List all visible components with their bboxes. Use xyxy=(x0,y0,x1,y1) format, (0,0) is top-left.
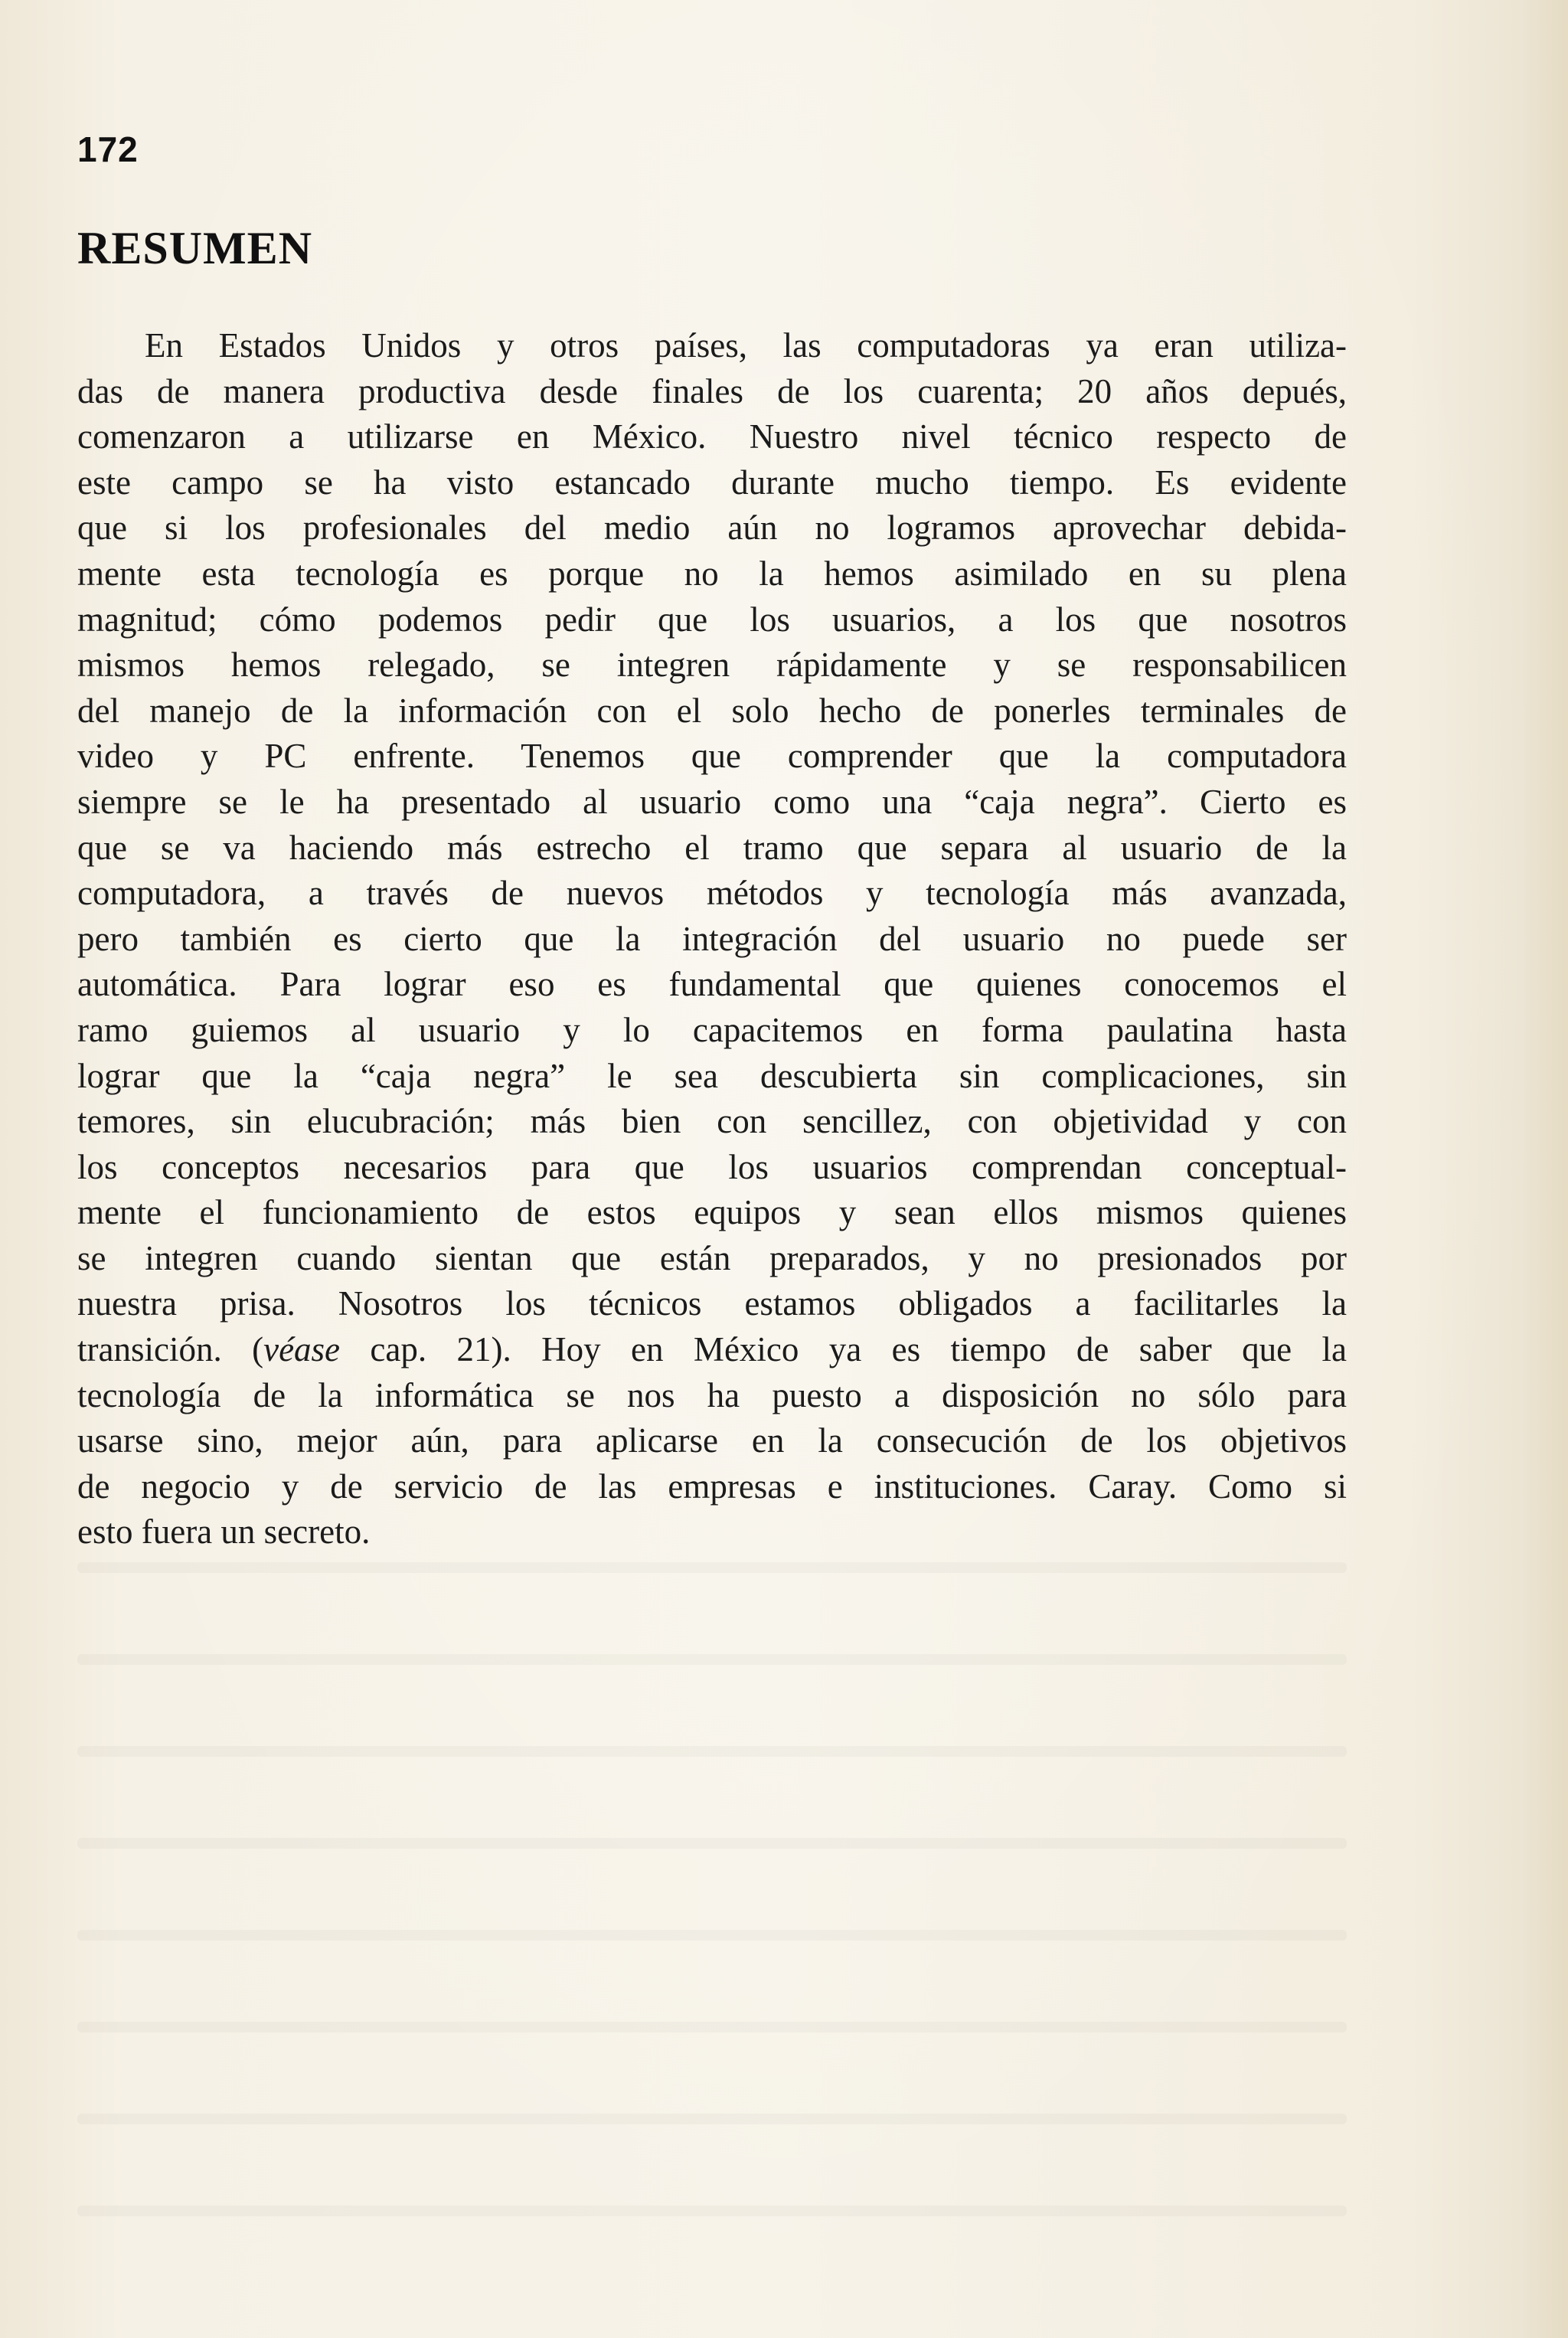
paragraph-line: computadora, a través de nuevos métodos y tecnología más avanzada, xyxy=(77,874,1347,913)
paragraph-line: mente esta tecnología es porque no la hemos asimilado en su plena xyxy=(77,554,1347,593)
paragraph-line: que si los profesionales del medio aún no logramos aprovechar debida- xyxy=(77,508,1347,548)
bleed-through-artifact xyxy=(77,2206,1347,2216)
bleed-through-artifact xyxy=(77,1654,1347,1665)
bleed-through-artifact xyxy=(77,2114,1347,2124)
paragraph-line: de negocio y de servicio de las empresas e instituciones. Caray. Como si xyxy=(77,1467,1347,1506)
paragraph-line: video y PC enfrente. Tenemos que comprender que la computadora xyxy=(77,737,1347,776)
paragraph-line: temores, sin elucubración; más bien con sencillez, con objetividad y con xyxy=(77,1102,1347,1141)
paragraph-line: del manejo de la información con el solo hecho de ponerles terminales de xyxy=(77,691,1347,730)
paragraph-line: que se va haciendo más estrecho el tramo que separa al usuario de la xyxy=(77,828,1347,867)
page-number: 172 xyxy=(77,129,139,169)
section-title: RESUMEN xyxy=(77,223,313,273)
paragraph-line: ramo guiemos al usuario y lo capacitemos en forma paulatina hasta xyxy=(77,1010,1347,1049)
paragraph-line: pero también es cierto que la integración del usuario no puede ser xyxy=(77,919,1347,958)
paragraph-line: se integren cuando sientan que están preparados, y no presionados por xyxy=(77,1238,1347,1277)
paragraph-line: comenzaron a utilizarse en México. Nuestro nivel técnico respecto de xyxy=(77,417,1347,456)
paragraph-line: En Estados Unidos y otros países, las computadoras ya eran utiliza- xyxy=(145,326,1347,365)
page-edge-shadow xyxy=(1522,0,1568,2338)
paragraph-line: nuestra prisa. Nosotros los técnicos estamos obligados a facilitarles la xyxy=(77,1284,1347,1323)
bleed-through-artifact xyxy=(77,1562,1347,1573)
paragraph-line: tecnología de la informática se nos ha puesto a disposición no sólo para xyxy=(77,1375,1347,1414)
paragraph-line: este campo se ha visto estancado durante mucho tiempo. Es evidente xyxy=(77,463,1347,502)
paragraph-line: siempre se le ha presentado al usuario como una “caja negra”. Cierto es xyxy=(77,782,1347,821)
paragraph-line: transición. (véase cap. 21). Hoy en México ya es tiempo de saber que la xyxy=(77,1330,1348,1369)
paragraph-line: mismos hemos relegado, se integren rápidamente y se responsabilicen xyxy=(77,646,1347,685)
summary-paragraph xyxy=(77,323,1347,1555)
bleed-through-artifact xyxy=(77,1930,1347,1941)
bleed-through-artifact xyxy=(77,2022,1347,2032)
paragraph-line: esto fuera un secreto. xyxy=(77,1512,371,1552)
paragraph-line: das de manera productiva desde finales de los cuarenta; 20 años depués, xyxy=(77,371,1347,410)
paragraph-line: los conceptos necesarios para que los usuarios comprendan conceptual- xyxy=(77,1147,1347,1186)
paragraph-line: magnitud; cómo podemos pedir que los usuarios, a los que nosotros xyxy=(77,600,1347,639)
paragraph-line: automática. Para lograr eso es fundamental que quienes conocemos el xyxy=(77,965,1347,1004)
bleed-through-artifact xyxy=(77,1746,1347,1757)
italic-term: véase xyxy=(263,1330,341,1369)
bleed-through-artifact xyxy=(77,1838,1347,1849)
paragraph-line: mente el funcionamiento de estos equipos y sean ellos mismos quienes xyxy=(77,1193,1347,1232)
paragraph-line: usarse sino, mejor aún, para aplicarse en la consecución de los objetivos xyxy=(77,1421,1347,1460)
paragraph-line: lograr que la “caja negra” le sea descubierta sin complicaciones, sin xyxy=(77,1056,1347,1095)
